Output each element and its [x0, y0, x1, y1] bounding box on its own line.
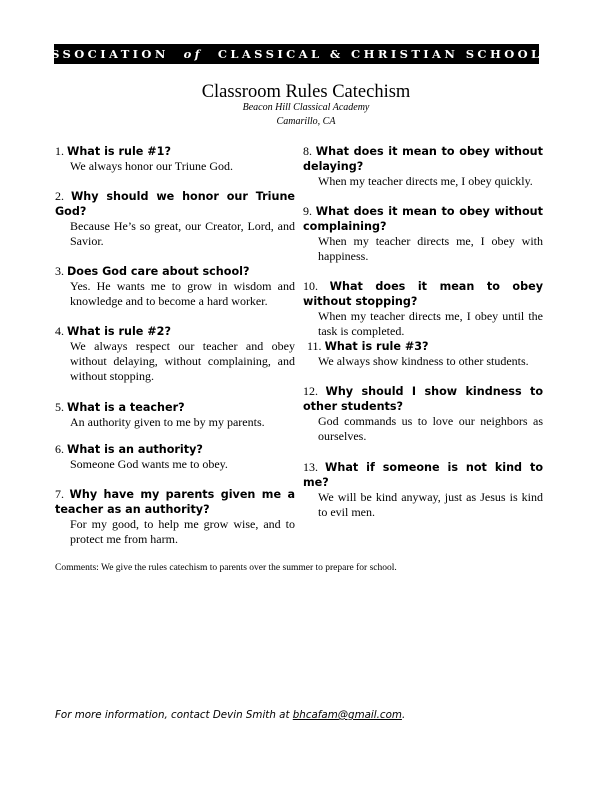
- answer-text: We always honor our Triune God.: [70, 159, 234, 173]
- catechism-item-13: [303, 460, 543, 520]
- question: [55, 400, 295, 415]
- question: [303, 384, 543, 414]
- catechism-item-12: [303, 384, 543, 444]
- catechism-item-10: [303, 279, 543, 339]
- answer-text: When my teacher directs me, I obey quickly.: [318, 174, 533, 188]
- question-text: What is a teacher?: [67, 401, 185, 414]
- question-number: 3.: [55, 264, 64, 278]
- page-title: Classroom Rules Catechism: [201, 82, 411, 102]
- catechism-item-6: [55, 442, 295, 472]
- catechism-item-8: [303, 144, 543, 189]
- catechism-item-5: [55, 400, 295, 430]
- banner-of: of: [183, 47, 203, 61]
- answer-text: We will be kind anyway, just as Jesus is kind to evil men.: [318, 490, 543, 519]
- question-text: What does it mean to obey without delaying?: [303, 145, 543, 173]
- answer-text: Because He’s so great, our Creator, Lord, and Savior.: [70, 219, 295, 248]
- catechism-item-1: [55, 144, 295, 174]
- question-number: 8.: [303, 144, 312, 158]
- question-number: 1.: [55, 144, 64, 158]
- catechism-item-4: [55, 324, 295, 384]
- catechism-item-2: [55, 189, 295, 249]
- contact-footer: [55, 709, 405, 721]
- banner-part2: CLASSICAL & CHRISTIAN SCHOOLS: [217, 47, 555, 61]
- catechism-item-3: [55, 264, 295, 309]
- school-location: Camarillo, CA: [276, 116, 336, 127]
- catechism-item-7: [55, 487, 295, 547]
- question-number: 9.: [303, 204, 312, 218]
- question-text: Why should I show kindness to other students?: [303, 385, 544, 413]
- question-number: 7.: [55, 487, 64, 501]
- question: [303, 144, 543, 174]
- question-text: Why have my parents given me a teacher as an authority?: [55, 488, 295, 516]
- question: [55, 264, 295, 279]
- catechism-item-11: [303, 339, 543, 369]
- question-number: 12.: [303, 384, 318, 398]
- answer-text: Yes. He wants me to grow in wisdom and knowledge and to become a hard worker.: [70, 279, 295, 308]
- answer-text: We always respect our teacher and obey without delaying, without complaining, and without stopping.: [70, 339, 295, 383]
- question: [303, 460, 543, 490]
- answer-text: When my teacher directs me, I obey with happiness.: [318, 234, 543, 263]
- question-number: 10.: [303, 279, 318, 293]
- answer-text: We always show kindness to other students.: [318, 354, 529, 368]
- question-text: Why should we honor our Triune God?: [55, 190, 295, 218]
- question: [303, 339, 543, 354]
- question-text: What does it mean to obey without stopping?: [303, 280, 543, 308]
- answer-text: An authority given to me by my parents.: [70, 415, 265, 429]
- question-number: 6.: [55, 442, 64, 456]
- question-text: What is rule #3?: [324, 340, 429, 353]
- catechism-item-9: [303, 204, 543, 264]
- question: [55, 487, 295, 517]
- question: [303, 204, 543, 234]
- answer-text: Someone God wants me to obey.: [70, 457, 228, 471]
- question-text: Does God care about school?: [67, 265, 250, 278]
- answer-text: When my teacher directs me, I obey until the task is completed.: [318, 309, 543, 338]
- left-column: [55, 144, 295, 547]
- school-name: Beacon Hill Classical Academy: [242, 102, 370, 113]
- question: [303, 279, 543, 309]
- question-number: 5.: [55, 400, 64, 414]
- question-text: What is rule #1?: [67, 145, 171, 158]
- question: [55, 442, 295, 457]
- question-text: What is an authority?: [67, 443, 203, 456]
- question-text: What is rule #2?: [67, 325, 171, 338]
- question: [55, 189, 295, 219]
- banner-part1: ASSOCIATION: [38, 47, 169, 61]
- question-number: 11.: [307, 339, 322, 353]
- contact-email-link[interactable]: bhcafam@gmail.com: [292, 709, 402, 721]
- question-number: 2.: [55, 189, 64, 203]
- question: [55, 324, 295, 339]
- question-text: What if someone is not kind to me?: [303, 461, 544, 489]
- association-banner: [38, 44, 555, 64]
- question-number: 13.: [303, 460, 318, 474]
- comments-note: Comments: We give the rules catechism to parents over the summer to prepare for school.: [55, 563, 397, 573]
- question-text: What does it mean to obey without complaining?: [303, 205, 543, 233]
- question-number: 4.: [55, 324, 64, 338]
- right-column: [303, 144, 543, 520]
- footer-end: .: [401, 709, 406, 721]
- answer-text: For my good, to help me grow wise, and to protect me from harm.: [70, 517, 295, 546]
- footer-text: For more information, contact Devin Smith at: [55, 709, 293, 721]
- answer-text: God commands us to love our neighbors as ourselves.: [318, 414, 543, 443]
- question: [55, 144, 295, 159]
